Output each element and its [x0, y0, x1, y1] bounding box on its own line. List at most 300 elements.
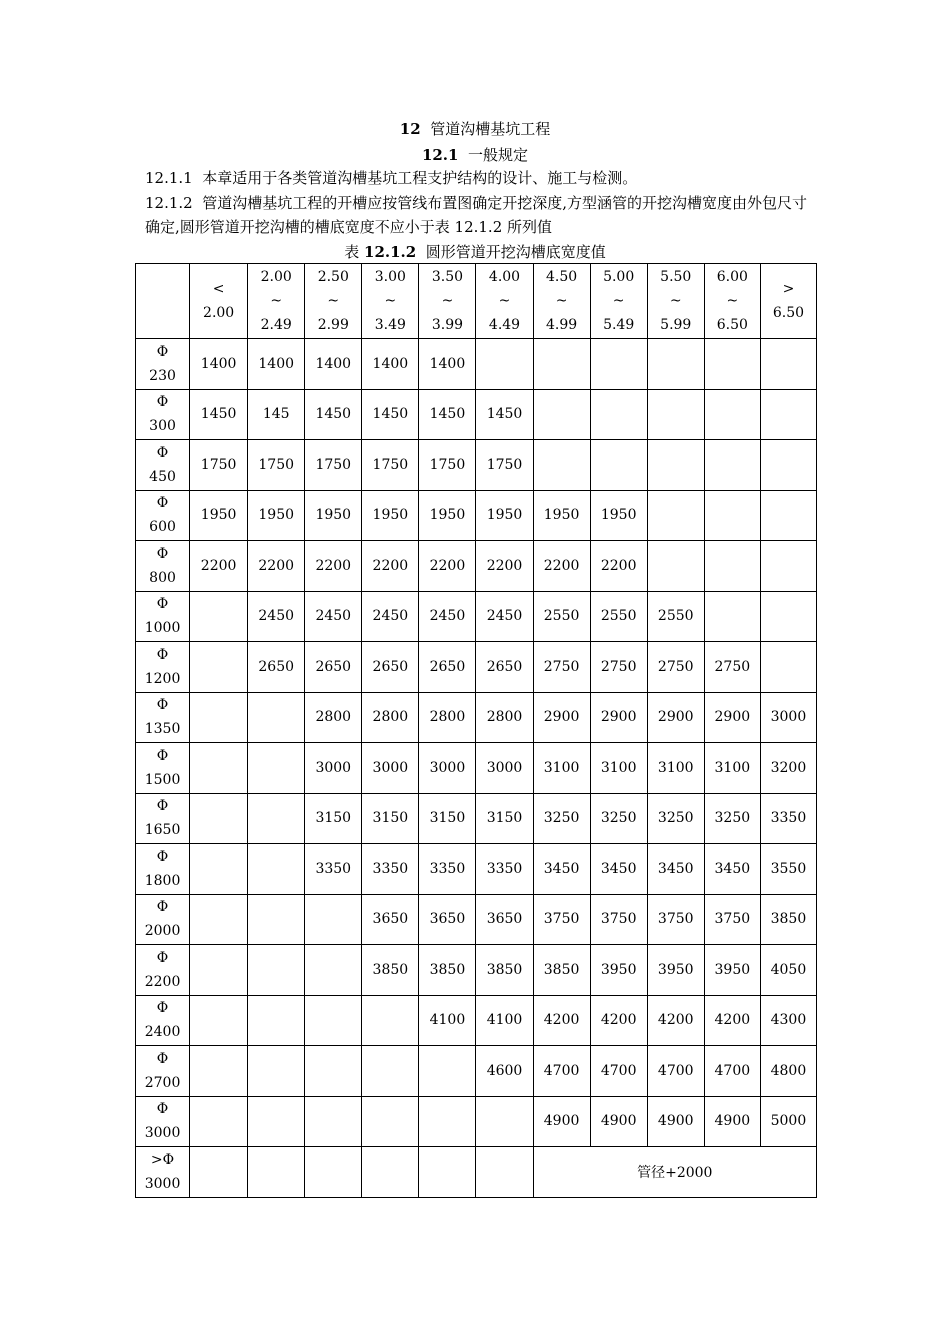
table-cell: 2450: [362, 591, 419, 642]
table-cell: 2750: [533, 642, 590, 693]
table-cell: 2750: [590, 642, 647, 693]
table-cell: 2200: [248, 541, 305, 592]
column-header-line: 2.99: [317, 317, 349, 333]
table-cell: [760, 490, 816, 541]
table-cell: 3450: [647, 844, 704, 895]
table-cell: [704, 541, 760, 592]
table-cell: 3750: [647, 894, 704, 945]
table-row: [136, 1096, 817, 1147]
table-cell: 2200: [419, 541, 476, 592]
column-header: [647, 264, 704, 339]
table-cell: 1450: [190, 389, 248, 440]
table-cell: 1750: [190, 440, 248, 491]
row-header-line: Φ: [156, 1000, 169, 1017]
table-cell: 3150: [362, 793, 419, 844]
table-cell: [647, 541, 704, 592]
row-header-line: Φ: [156, 394, 169, 411]
table-cell: 2650: [419, 642, 476, 693]
table-cell: 4900: [533, 1096, 590, 1147]
column-header: [760, 264, 816, 339]
row-header-line: 3000: [144, 1125, 181, 1142]
table-cell: 3450: [590, 844, 647, 895]
table-cell: 4200: [647, 995, 704, 1046]
table-cell: 2650: [362, 642, 419, 693]
table-cell: 3350: [419, 844, 476, 895]
row-header-line: Φ: [156, 949, 169, 966]
table-cell: 3750: [533, 894, 590, 945]
table-cell: 1400: [419, 339, 476, 390]
table-cell: 1750: [476, 440, 533, 491]
table-row: [136, 541, 817, 592]
table-cell: 3000: [305, 743, 362, 794]
table-cell: 3950: [590, 945, 647, 996]
table-cell: [248, 692, 305, 743]
row-header-line: Φ: [156, 343, 169, 360]
row-header-line: Φ: [156, 697, 169, 714]
table-cell: [647, 490, 704, 541]
table-cell: [704, 490, 760, 541]
table-cell: [248, 894, 305, 945]
table-cell: 3100: [647, 743, 704, 794]
column-header-line: 5.00: [603, 269, 635, 285]
table-row: [136, 844, 817, 895]
table-cell: 2450: [248, 591, 305, 642]
row-header-line: 230: [149, 367, 176, 384]
column-header-line: <: [212, 281, 225, 297]
table-cell: 3250: [590, 793, 647, 844]
row-header-line: 2200: [144, 973, 181, 990]
table-cell: [305, 995, 362, 1046]
table-cell: [248, 844, 305, 895]
clause-number: 12.1.2: [145, 194, 193, 212]
table-cell: 4900: [590, 1096, 647, 1147]
section-title-text: 一般规定: [468, 146, 529, 164]
table-cell: [476, 339, 533, 390]
column-header-line: ~: [726, 293, 739, 309]
row-header-line: 800: [149, 569, 176, 586]
table-cell: 3850: [362, 945, 419, 996]
row-header-line: Φ: [156, 1050, 169, 1067]
table-cell: 1450: [362, 389, 419, 440]
table-cell: 2650: [476, 642, 533, 693]
table-cell: 1450: [419, 389, 476, 440]
table-cell: [362, 995, 419, 1046]
column-header-line: 5.50: [660, 269, 692, 285]
row-header-line: 2000: [144, 923, 181, 940]
table-cell: 2550: [533, 591, 590, 642]
table-cell: [362, 1046, 419, 1097]
table-cell: 3850: [533, 945, 590, 996]
row-header: [136, 339, 190, 390]
table-cell: 2200: [476, 541, 533, 592]
table-row: [136, 793, 817, 844]
column-header: [248, 264, 305, 339]
row-header-line: 2400: [144, 1024, 181, 1041]
table-cell: 2900: [533, 692, 590, 743]
table-row: [136, 440, 817, 491]
clause-text: 管道沟槽基坑工程的开槽应按管线布置图确定开挖深度,方型涵管的开挖沟槽宽度由外包尺寸确定,圆形管道开挖沟槽的槽底宽度不应小于表 12.1.2 所列值: [145, 194, 808, 236]
table-cell: [362, 1147, 419, 1198]
table-cell: 1750: [248, 440, 305, 491]
table-cell: 3850: [476, 945, 533, 996]
table-cell: 2200: [190, 541, 248, 592]
table-cell: [190, 894, 248, 945]
table-cell: 4700: [704, 1046, 760, 1097]
table-cell: 1950: [476, 490, 533, 541]
table-cell: 3150: [419, 793, 476, 844]
table-cell: 4900: [647, 1096, 704, 1147]
column-header: [590, 264, 647, 339]
table-cell: 1750: [419, 440, 476, 491]
table-cell: 3550: [760, 844, 816, 895]
column-header-line: 2.49: [260, 317, 292, 333]
row-header-line: Φ: [156, 646, 169, 663]
table-cell: 3200: [760, 743, 816, 794]
table-cell: 2200: [305, 541, 362, 592]
table-cell: 3100: [533, 743, 590, 794]
table-cell: 3350: [305, 844, 362, 895]
table-cell: [305, 1096, 362, 1147]
column-header-line: 4.99: [546, 317, 578, 333]
table-cell: 1950: [248, 490, 305, 541]
table-cell: [476, 1147, 533, 1198]
column-header-line: 2.50: [317, 269, 349, 285]
column-header: [704, 264, 760, 339]
table-cell: 1400: [305, 339, 362, 390]
row-header: [136, 541, 190, 592]
row-header: [136, 440, 190, 491]
row-header-line: 1650: [144, 822, 181, 839]
table-cell: 2450: [305, 591, 362, 642]
table-cell: [248, 995, 305, 1046]
row-header-line: 600: [149, 519, 176, 536]
table-cell: 3850: [419, 945, 476, 996]
column-header-line: ~: [498, 293, 511, 309]
table-cell: 4300: [760, 995, 816, 1046]
table-cell: 3350: [476, 844, 533, 895]
table-cell: 3100: [704, 743, 760, 794]
row-header-line: 3000: [144, 1175, 181, 1192]
table-cell: 3450: [533, 844, 590, 895]
row-header-line: Φ: [156, 848, 169, 865]
row-header: [136, 894, 190, 945]
table-cell: 3350: [760, 793, 816, 844]
column-header-line: ~: [327, 293, 340, 309]
table-cell: 3650: [362, 894, 419, 945]
table-cell: 4700: [533, 1046, 590, 1097]
table-cell: 2800: [305, 692, 362, 743]
column-header-line: ~: [612, 293, 625, 309]
column-header-line: 6.50: [716, 317, 748, 333]
column-header-line: >: [782, 281, 795, 297]
table-cell: 5000: [760, 1096, 816, 1147]
table-cell: 4200: [590, 995, 647, 1046]
table-cell: 3000: [760, 692, 816, 743]
table-cell: [248, 1096, 305, 1147]
row-header-line: >Φ: [150, 1151, 175, 1168]
table-cell: 2200: [533, 541, 590, 592]
table-cell: [190, 743, 248, 794]
caption-title: 圆形管道开挖沟槽底宽度值: [425, 243, 606, 261]
table-cell: 4100: [419, 995, 476, 1046]
column-header-line: ~: [555, 293, 568, 309]
table-cell: [760, 541, 816, 592]
clause-12-1-2: [145, 191, 815, 239]
table-cell: 3250: [533, 793, 590, 844]
table-cell: 1400: [190, 339, 248, 390]
table-cell: 1400: [362, 339, 419, 390]
column-header-line: 2.00: [203, 305, 235, 321]
row-header-line: 300: [149, 418, 176, 435]
row-header: [136, 692, 190, 743]
column-header-line: 3.50: [431, 269, 464, 285]
row-header: [136, 1096, 190, 1147]
merged-cell-pipe-diameter-plus: 管径+2000: [533, 1147, 816, 1198]
row-header-line: 450: [149, 468, 176, 485]
table-caption: [0, 241, 950, 262]
row-header: [136, 389, 190, 440]
table-cell: [533, 440, 590, 491]
table-cell: 2450: [476, 591, 533, 642]
column-header-line: ~: [270, 293, 283, 309]
table-cell: 3150: [305, 793, 362, 844]
column-header-line: 3.49: [374, 317, 406, 333]
table-cell: [704, 591, 760, 642]
table-cell: 1950: [305, 490, 362, 541]
table-cell: 4600: [476, 1046, 533, 1097]
table-cell: [248, 743, 305, 794]
table-cell: [190, 642, 248, 693]
row-header: [136, 743, 190, 794]
table-cell: 2800: [362, 692, 419, 743]
table-cell: 2800: [476, 692, 533, 743]
chapter-number: 12: [399, 120, 421, 138]
column-header-line: 4.49: [488, 317, 521, 333]
table-cell: [248, 945, 305, 996]
table-row: [136, 894, 817, 945]
column-header-line: 4.00: [488, 269, 521, 285]
column-header: [305, 264, 362, 339]
row-header-line: 1200: [144, 670, 181, 687]
column-header-line: 5.49: [603, 317, 635, 333]
table-cell: [590, 339, 647, 390]
row-header: [136, 1046, 190, 1097]
table-row: [136, 642, 817, 693]
table-row: [136, 490, 817, 541]
table-cell: [590, 440, 647, 491]
table-cell: [419, 1147, 476, 1198]
table-cell: 2550: [647, 591, 704, 642]
table-cell: [760, 389, 816, 440]
table-row: [136, 339, 817, 390]
table-cell: [476, 1096, 533, 1147]
table-cell: [533, 339, 590, 390]
table-cell: [760, 591, 816, 642]
table-cell: [190, 1046, 248, 1097]
table-cell: 1950: [362, 490, 419, 541]
column-header: [533, 264, 590, 339]
table-cell: 3850: [760, 894, 816, 945]
table-cell: 2200: [590, 541, 647, 592]
row-header-line: Φ: [156, 545, 169, 562]
row-header-line: Φ: [156, 596, 169, 613]
table-cell: 2800: [419, 692, 476, 743]
table-row: [136, 945, 817, 996]
row-header: [136, 591, 190, 642]
table-cell: 3250: [647, 793, 704, 844]
table-row: [136, 743, 817, 794]
table-cell: 1950: [419, 490, 476, 541]
table-cell: 3150: [476, 793, 533, 844]
table-row: [136, 591, 817, 642]
table-cell: [704, 339, 760, 390]
table-cell: 4900: [704, 1096, 760, 1147]
table-cell: 3000: [362, 743, 419, 794]
clause-number: 12.1.1: [145, 169, 193, 187]
table-cell: [305, 894, 362, 945]
table-cell: [305, 945, 362, 996]
column-header-line: 5.99: [660, 317, 692, 333]
column-header-line: ~: [384, 293, 397, 309]
table-cell: [704, 440, 760, 491]
table-cell: 1450: [476, 389, 533, 440]
table-cell: 3950: [647, 945, 704, 996]
table-cell: [190, 1147, 248, 1198]
table-row-last: [136, 1147, 817, 1198]
table-cell: [760, 642, 816, 693]
column-header-line: ~: [441, 293, 454, 309]
table-cell: 4200: [704, 995, 760, 1046]
table-cell: [419, 1046, 476, 1097]
table-cell: 4050: [760, 945, 816, 996]
table-cell: 4800: [760, 1046, 816, 1097]
row-header: [136, 844, 190, 895]
column-header: [419, 264, 476, 339]
table-cell: 3750: [590, 894, 647, 945]
table-cell: 3650: [476, 894, 533, 945]
table-cell: 3350: [362, 844, 419, 895]
table-cell: [190, 1096, 248, 1147]
table-cell: 3100: [590, 743, 647, 794]
table-row: [136, 995, 817, 1046]
table-cell: [760, 339, 816, 390]
row-header-line: 2700: [144, 1074, 181, 1091]
table-cell: 3750: [704, 894, 760, 945]
chapter-title-text: 管道沟槽基坑工程: [430, 120, 551, 138]
table-cell: 1400: [248, 339, 305, 390]
row-header: [136, 995, 190, 1046]
table-cell: 3950: [704, 945, 760, 996]
table-cell: 3450: [704, 844, 760, 895]
row-header-line: 1000: [144, 620, 181, 637]
table-cell: 1950: [533, 490, 590, 541]
caption-number: 12.1.2: [364, 243, 417, 261]
table-cell: 3650: [419, 894, 476, 945]
table-header-row: [136, 264, 817, 339]
column-header-line: 6.00: [716, 269, 748, 285]
row-header: [136, 490, 190, 541]
table-cell: 2900: [590, 692, 647, 743]
table-cell: [190, 591, 248, 642]
column-header-line: 3.99: [431, 317, 464, 333]
trench-width-table: [135, 263, 817, 1198]
column-header: [476, 264, 533, 339]
table-cell: 4700: [590, 1046, 647, 1097]
table-cell: 1750: [305, 440, 362, 491]
table-cell: [760, 440, 816, 491]
table-cell: [190, 945, 248, 996]
table-cell: 3250: [704, 793, 760, 844]
table-cell: 1450: [305, 389, 362, 440]
table-cell: 2650: [248, 642, 305, 693]
row-header-line: Φ: [156, 798, 169, 815]
table-cell: [190, 692, 248, 743]
table-cell: [305, 1147, 362, 1198]
table-cell: 2750: [704, 642, 760, 693]
table-cell: 3000: [419, 743, 476, 794]
table-cell: 2550: [590, 591, 647, 642]
table-cell: [533, 389, 590, 440]
table-cell: 1950: [190, 490, 248, 541]
clause-12-1-1: [145, 166, 815, 190]
table-row: [136, 389, 817, 440]
row-header-line: Φ: [156, 444, 169, 461]
table-cell: [190, 844, 248, 895]
table-cell: 3000: [476, 743, 533, 794]
row-header-line: 1350: [144, 721, 181, 738]
table-cell: 2450: [419, 591, 476, 642]
row-header: [136, 793, 190, 844]
column-header-line: ~: [669, 293, 682, 309]
table-cell: 2900: [647, 692, 704, 743]
table-row: [136, 692, 817, 743]
table-cell: [647, 389, 704, 440]
table-cell: [647, 440, 704, 491]
column-header: [190, 264, 248, 339]
section-title: [0, 144, 950, 165]
caption-prefix: 表: [344, 243, 360, 261]
table-cell: [190, 793, 248, 844]
row-header-line: 1500: [144, 771, 181, 788]
row-header: [136, 642, 190, 693]
table-cell: 4200: [533, 995, 590, 1046]
row-header-line: Φ: [156, 495, 169, 512]
table-cell: 1950: [590, 490, 647, 541]
table-cell: 2900: [704, 692, 760, 743]
column-header-line: 4.50: [546, 269, 578, 285]
table-cell: [362, 1096, 419, 1147]
chapter-title: [0, 118, 950, 139]
table-cell: [248, 793, 305, 844]
table-cell: 2200: [362, 541, 419, 592]
column-header: [362, 264, 419, 339]
column-header-line: 3.00: [374, 269, 406, 285]
column-header-line: 2.00: [260, 269, 292, 285]
row-header-line: Φ: [156, 747, 169, 764]
table-cell: [305, 1046, 362, 1097]
table-cell: [704, 389, 760, 440]
table-cell: 4700: [647, 1046, 704, 1097]
table-cell: 2750: [647, 642, 704, 693]
row-header: [136, 1147, 190, 1198]
table-cell: [248, 1147, 305, 1198]
table-cell: [190, 995, 248, 1046]
table-row: [136, 1046, 817, 1097]
table-cell: 2650: [305, 642, 362, 693]
table-cell: 4100: [476, 995, 533, 1046]
table-cell: [647, 339, 704, 390]
table-cell: 145: [248, 389, 305, 440]
